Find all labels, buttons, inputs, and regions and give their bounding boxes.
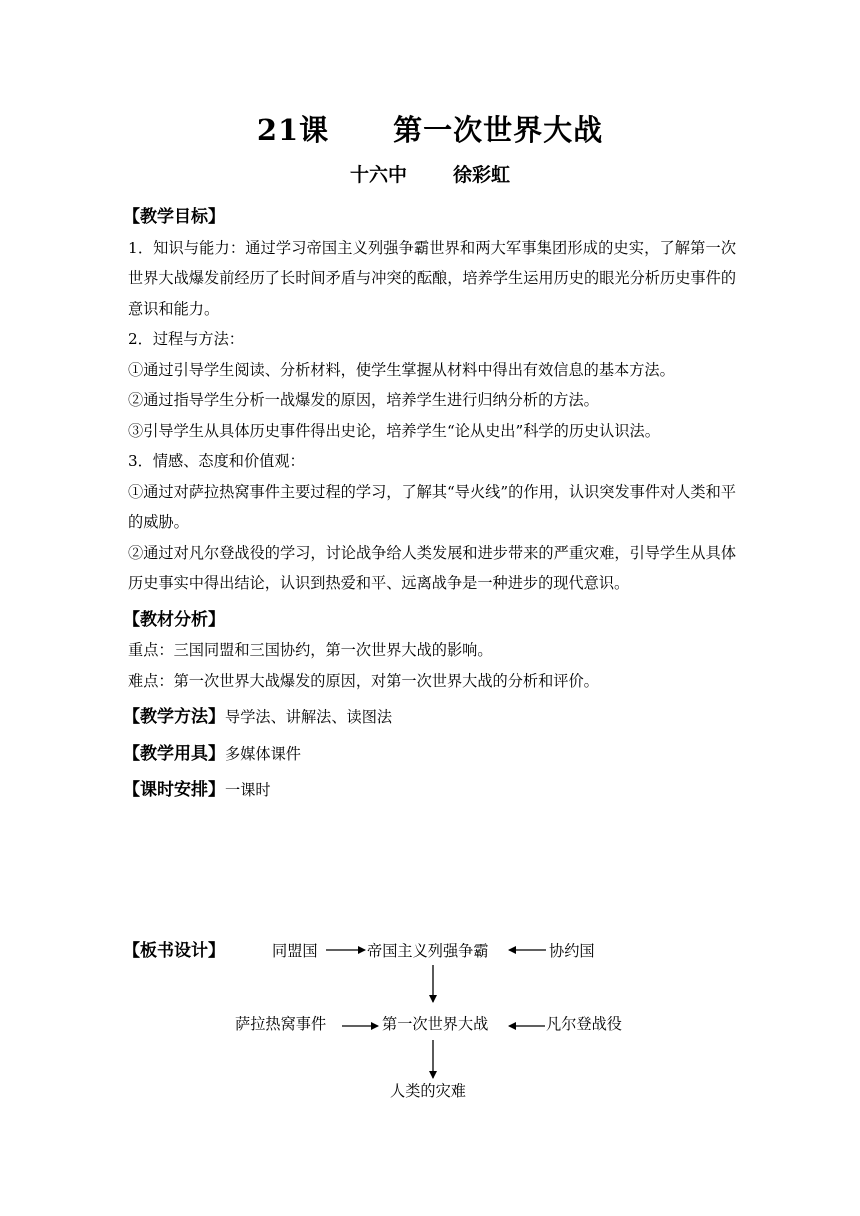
analysis-difficulty: 难点：第一次世界大战爆发的原因，对第一次世界大战的分析和评价。: [128, 671, 599, 690]
board-heading: 【板书设计】: [123, 941, 225, 961]
tools-heading: 【教学用具】: [123, 743, 225, 764]
objective-knowledge-title: 1．知识与能力：: [128, 238, 246, 257]
objective-process-point: ③引导学生从具体历史事件得出史论，培养学生“论从史出”科学的历史认识法。: [128, 421, 660, 440]
schedule-value: 一课时: [225, 781, 271, 799]
lesson-content: [123, 202, 737, 806]
method-row: [123, 702, 736, 733]
node-entente: 协约国: [549, 942, 595, 960]
method-value: 导学法、讲解法、读图法: [225, 708, 393, 726]
node-rivalry: 帝国主义列强争霸: [367, 942, 489, 960]
node-verdun: 凡尔登战役: [546, 1015, 622, 1033]
schedule-row: [123, 775, 736, 806]
objective-knowledge-text: 通过学习帝国主义列强争霸世界和两大军事集团形成的史实，了解第一次世界大战爆发前经历了长时间矛盾与冲突的酝酿，培养学生运用历史的眼光分析历史事件的意识和能力。: [128, 238, 737, 318]
method-heading: 【教学方法】: [123, 707, 225, 727]
objective-knowledge: [128, 233, 736, 325]
node-sarajevo: 萨拉热窝事件: [235, 1015, 327, 1033]
node-ww1: 第一次世界大战: [382, 1015, 489, 1033]
schedule-heading: 【课时安排】: [123, 780, 225, 800]
author-name: 徐彩虹: [453, 164, 511, 186]
lesson-subtitle: [0, 160, 860, 187]
objective-process-title: 2．过程与方法：: [128, 330, 244, 348]
tools-value: 多媒体课件: [225, 744, 301, 763]
node-alliance: 同盟国: [272, 942, 318, 960]
objectives-heading: 【教学目标】: [123, 207, 225, 227]
objective-process-point: ①通过引导学生阅读、分析材料，使学生掌握从材料中得出有效信息的基本方法。: [128, 360, 675, 379]
tools-row: [123, 739, 736, 770]
analysis-key-point: 重点：三国同盟和三国协约，第一次世界大战的影响。: [128, 641, 493, 659]
school-name: 十六中: [349, 164, 407, 186]
node-disaster: 人类的灾难: [390, 1082, 466, 1100]
analysis-heading: 【教材分析】: [123, 609, 225, 630]
objective-emotion-title: 3．情感、态度和价值观：: [128, 452, 305, 470]
objective-emotion-point: ②通过对凡尔登战役的学习，讨论战争给人类发展和进步带来的严重灾难，引导学生从具体历史事实中得出结论，认识到热爱和平、远离战争是一种进步的现代意识。: [128, 543, 736, 592]
lesson-title: [0, 108, 860, 149]
lesson-name: 第一次世界大战: [393, 113, 604, 147]
lesson-number: 21课: [256, 113, 330, 147]
objective-process-point: ②通过指导学生分析一战爆发的原因，培养学生进行归纳分析的方法。: [128, 391, 599, 409]
objective-emotion-point: ①通过对萨拉热窝事件主要过程的学习，了解其“导火线”的作用，认识突发事件对人类和平的威胁。: [128, 482, 736, 531]
